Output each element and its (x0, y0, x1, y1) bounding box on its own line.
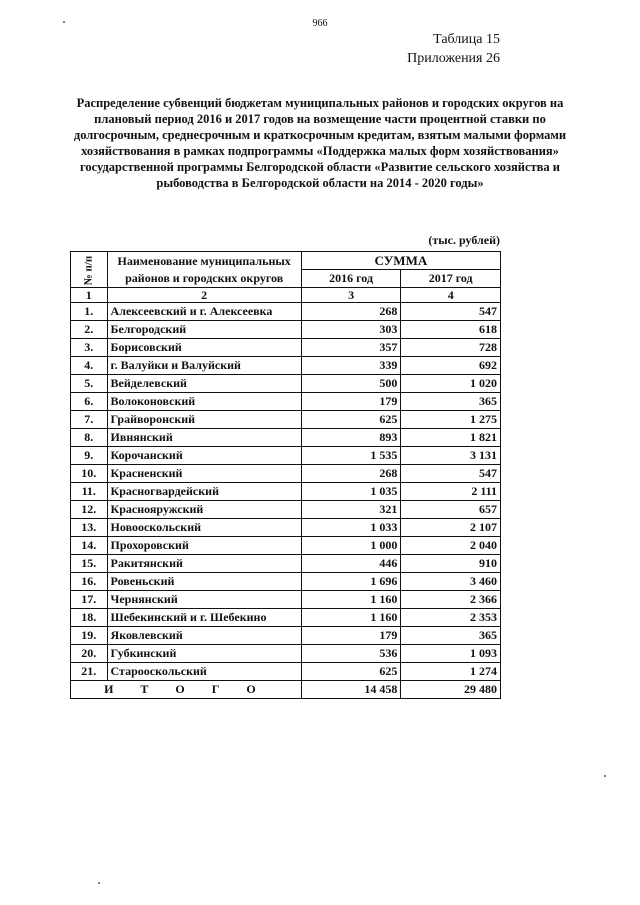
row-number: 19. (71, 627, 108, 645)
row-name: Яковлевский (107, 627, 301, 645)
subsidy-table (70, 251, 501, 699)
row-number: 10. (71, 465, 108, 483)
row-value-2016: 1 160 (301, 609, 401, 627)
row-number: 8. (71, 429, 108, 447)
row-number: 1. (71, 303, 108, 321)
table-row (71, 537, 501, 555)
row-number: 11. (71, 483, 108, 501)
row-number: 13. (71, 519, 108, 537)
row-name: Красногвардейский (107, 483, 301, 501)
header-number-label: № п/п (82, 255, 95, 285)
row-value-2016: 1 160 (301, 591, 401, 609)
row-value-2016: 1 535 (301, 447, 401, 465)
row-number: 7. (71, 411, 108, 429)
table-row (71, 645, 501, 663)
table-row (71, 429, 501, 447)
row-value-2017: 657 (401, 501, 501, 519)
row-name: Краснояружский (107, 501, 301, 519)
row-value-2016: 446 (301, 555, 401, 573)
row-value-2016: 625 (301, 411, 401, 429)
row-number: 21. (71, 663, 108, 681)
col-index-2: 2 (107, 288, 301, 303)
row-name: Волоконовский (107, 393, 301, 411)
row-value-2016: 268 (301, 303, 401, 321)
header-name: Наименование муниципальных районов и городских округов (107, 252, 301, 288)
header-sum: СУММА (301, 252, 500, 270)
row-name: Ракитянский (107, 555, 301, 573)
row-value-2016: 339 (301, 357, 401, 375)
total-2016: 14 458 (301, 681, 401, 699)
row-name: Шебекинский и г. Шебекино (107, 609, 301, 627)
scan-speck (63, 21, 65, 23)
table-row (71, 357, 501, 375)
row-number: 3. (71, 339, 108, 357)
row-value-2016: 321 (301, 501, 401, 519)
row-value-2016: 357 (301, 339, 401, 357)
row-name: Ровеньский (107, 573, 301, 591)
row-value-2017: 2 111 (401, 483, 501, 501)
row-number: 17. (71, 591, 108, 609)
row-number: 15. (71, 555, 108, 573)
row-name: г. Валуйки и Валуйский (107, 357, 301, 375)
row-value-2017: 365 (401, 627, 501, 645)
row-name: Белгородский (107, 321, 301, 339)
table-row (71, 465, 501, 483)
row-name: Борисовский (107, 339, 301, 357)
row-name: Чернянский (107, 591, 301, 609)
row-value-2017: 547 (401, 303, 501, 321)
col-index-1: 1 (71, 288, 108, 303)
row-value-2017: 910 (401, 555, 501, 573)
header-year-2017: 2017 год (401, 270, 501, 288)
row-number: 6. (71, 393, 108, 411)
page-number: 966 (312, 18, 328, 29)
row-number: 16. (71, 573, 108, 591)
row-value-2016: 268 (301, 465, 401, 483)
row-name: Алексеевский и г. Алексеевка (107, 303, 301, 321)
row-name: Губкинский (107, 645, 301, 663)
scan-speck (98, 882, 100, 884)
row-number: 14. (71, 537, 108, 555)
row-value-2016: 179 (301, 393, 401, 411)
row-value-2017: 3 131 (401, 447, 501, 465)
row-value-2017: 1 275 (401, 411, 501, 429)
row-value-2016: 303 (301, 321, 401, 339)
row-value-2016: 1 033 (301, 519, 401, 537)
row-value-2017: 2 353 (401, 609, 501, 627)
row-number: 12. (71, 501, 108, 519)
header-year-2016: 2016 год (301, 270, 401, 288)
row-value-2016: 625 (301, 663, 401, 681)
header-number (71, 252, 108, 288)
row-value-2017: 692 (401, 357, 501, 375)
table-row (71, 375, 501, 393)
row-name: Старооскольский (107, 663, 301, 681)
row-value-2017: 2 366 (401, 591, 501, 609)
table-row (71, 573, 501, 591)
row-number: 20. (71, 645, 108, 663)
table-row (71, 411, 501, 429)
row-value-2017: 618 (401, 321, 501, 339)
row-name: Корочанский (107, 447, 301, 465)
units-label: (тыс. рублей) (428, 233, 500, 247)
row-value-2017: 1 821 (401, 429, 501, 447)
row-value-2016: 893 (301, 429, 401, 447)
total-row (71, 681, 501, 699)
row-value-2017: 547 (401, 465, 501, 483)
row-name: Красненский (107, 465, 301, 483)
row-number: 18. (71, 609, 108, 627)
table-row (71, 447, 501, 465)
table-label: Таблица 15 (433, 32, 500, 47)
row-name: Ивнянский (107, 429, 301, 447)
col-index-4: 4 (401, 288, 501, 303)
row-value-2017: 1 274 (401, 663, 501, 681)
row-value-2016: 1 035 (301, 483, 401, 501)
document-title: Распределение субвенций бюджетам муниципальных районов и городских округов на плановый период 2016 и 2017 годов на возмещение части процентной ставки по долгосрочным, среднесрочным и краткосрочным кредитам, взятым малыми формами хозяйствования в рамках подпрограммы «Поддержка малых форм хозяйствования» государственной программы Белгородской области «Развитие сельского хозяйства и рыбоводства в Белгородской области на 2014 - 2020 годы» (73, 96, 567, 190)
row-name: Вейделевский (107, 375, 301, 393)
row-value-2017: 365 (401, 393, 501, 411)
row-name: Новооскольский (107, 519, 301, 537)
row-number: 2. (71, 321, 108, 339)
table-row (71, 609, 501, 627)
table-row (71, 501, 501, 519)
table-row (71, 555, 501, 573)
row-number: 9. (71, 447, 108, 465)
row-value-2016: 536 (301, 645, 401, 663)
table-row (71, 393, 501, 411)
table-row (71, 483, 501, 501)
total-label: И Т О Г О (71, 681, 302, 699)
row-value-2017: 2 107 (401, 519, 501, 537)
table-row (71, 321, 501, 339)
row-value-2017: 1 093 (401, 645, 501, 663)
appendix-label: Приложения 26 (407, 51, 500, 66)
table-body (71, 303, 501, 681)
row-name: Прохоровский (107, 537, 301, 555)
table-row (71, 591, 501, 609)
row-value-2016: 179 (301, 627, 401, 645)
row-value-2017: 728 (401, 339, 501, 357)
row-value-2017: 1 020 (401, 375, 501, 393)
row-value-2016: 500 (301, 375, 401, 393)
row-name: Грайворонский (107, 411, 301, 429)
row-value-2016: 1 000 (301, 537, 401, 555)
row-value-2017: 2 040 (401, 537, 501, 555)
row-number: 4. (71, 357, 108, 375)
col-index-3: 3 (301, 288, 401, 303)
scan-speck (604, 775, 606, 777)
row-number: 5. (71, 375, 108, 393)
table-row (71, 519, 501, 537)
row-value-2016: 1 696 (301, 573, 401, 591)
total-2017: 29 480 (401, 681, 501, 699)
table-row (71, 339, 501, 357)
row-value-2017: 3 460 (401, 573, 501, 591)
table-row (71, 627, 501, 645)
table-row (71, 303, 501, 321)
table-row (71, 663, 501, 681)
